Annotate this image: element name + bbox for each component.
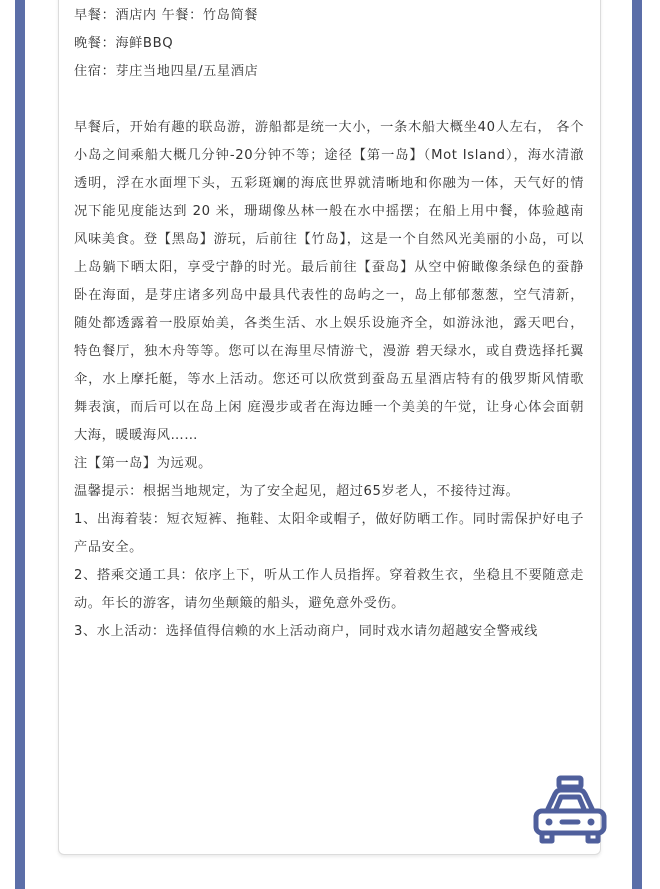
taxi-icon [530, 773, 610, 847]
tip-clothing: 1、出海着装：短衣短裤、拖鞋、太阳伞或帽子，做好防晒工作。同时需保护好电子产品安全。 [74, 512, 584, 555]
meals-line-dinner: 晚餐：海鲜BBQ [74, 36, 174, 51]
itinerary-content [74, 2, 584, 646]
note-line: 注【第一岛】为远观。 [74, 456, 212, 471]
left-side-band [15, 0, 25, 889]
right-side-band [632, 0, 642, 889]
meals-line-breakfast-lunch: 早餐：酒店内 午餐：竹岛简餐 [74, 8, 259, 23]
tip-water-activities: 3、水上活动：选择值得信赖的水上活动商户，同时戏水请勿超越安全警戒线 [74, 624, 538, 639]
day-description: 早餐后，开始有趣的联岛游，游船都是统一大小，一条木船大概坐40人左右， 各个小岛之间乘船大概几分钟-20分钟不等；途径【第一岛】（Mot Island），海水清澈透明，浮在水面埋下头，五彩斑斓的海底世界就清晰地和你融为一体，天气好的情况下能见度能达到 20 米，珊瑚像丛林一般在水中摇摆；在船上用中餐，体验越南风味美食。登【黑岛】游玩，后前往【竹岛】，这是一个自然风光美丽的小岛，可以上岛躺下晒太阳，享受宁静的时光。最后前往【蚕岛】从空中俯瞰像条绿色的蚕静卧在海面，是芽庄诸多列岛中最具代表性的岛屿之一，岛上郁郁葱葱，空气清新， 随处都透露着一股原始美，各类生活、水上娱乐设施齐全，如游泳池，露天吧台，特色餐厅，独木舟等等。您可以在海里尽情游弋，漫游 碧天绿水，或自费选择托翼伞，水上摩托艇，等水上活动。您还可以欣赏到蚕岛五星酒店特有的俄罗斯风情歌舞表演，而后可以在岛上闲 庭漫步或者在海边睡一个美美的午觉，让身心体会面朝大海，暖暖海风…… [74, 120, 584, 443]
lodging-line: 住宿：芽庄当地四星/五星酒店 [74, 64, 259, 79]
tip-transport: 2、搭乘交通工具：依序上下，听从工作人员指挥。穿着救生衣，坐稳且不要随意走动。年长的游客，请勿坐颠簸的船头，避免意外受伤。 [74, 568, 584, 611]
paragraph-spacer [74, 86, 584, 114]
tips-intro: 温馨提示：根据当地规定，为了安全起见，超过65岁老人，不接待过海。 [74, 484, 520, 499]
